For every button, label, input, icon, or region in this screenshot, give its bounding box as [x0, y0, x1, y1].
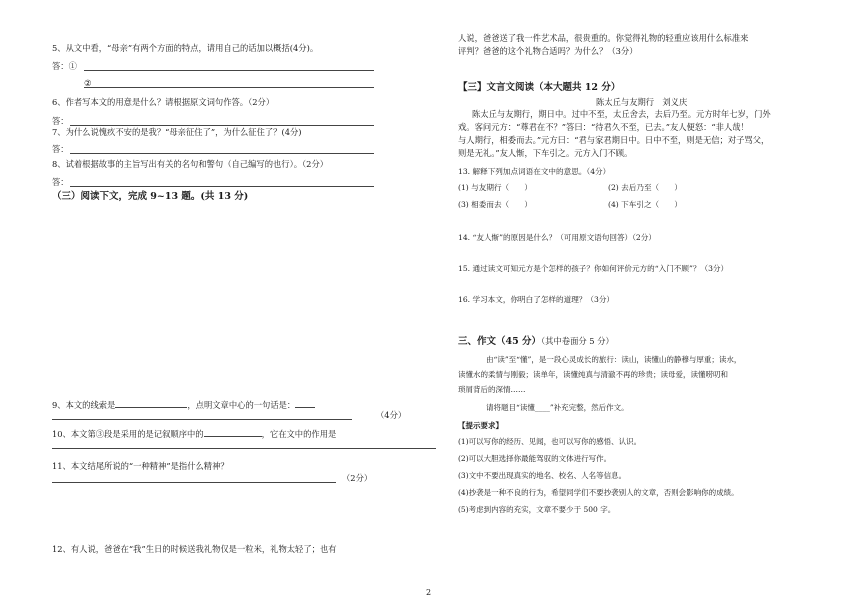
question-5: 5、从文中看，“母亲”有两个方面的特点，请用自己的话加以概括(4分)。	[52, 43, 319, 53]
passage-line: 则是无礼。”友人惭，下车引之。元方入门不顾。	[458, 148, 633, 158]
question-13-item: (4) 下车引之（ ）	[608, 200, 682, 209]
question-14: 14. “友人惭”的原因是什么？（可用原文语句回答）（2分）	[458, 233, 656, 242]
tip-item: (3)文中不要出现真实的地名、校名、人名等信息。	[458, 471, 627, 480]
composition-intro: 由“读”至“懂”，是一段心灵成长的旅行：读山，读懂山的静穆与厚重；读水，	[486, 355, 742, 364]
question-13-item: (2) 去后乃至（ ）	[608, 183, 682, 192]
question-15: 15. 通过读文可知元方是个怎样的孩子？你如何评价元方的“入门不顾”？（3分）	[458, 264, 729, 273]
question-13-item: (1) 与友期行（ ）	[458, 183, 532, 192]
question-13-item: (3) 相委而去（ ）	[458, 200, 532, 209]
answer-line[interactable]	[84, 87, 374, 88]
section-title-classical: 【三】文言文阅读（本大题共 12 分）	[458, 82, 621, 93]
answer-label: 答：	[52, 144, 69, 154]
tip-item: (5)考虑到内容的充实，文章不要少于 500 字。	[458, 505, 616, 514]
question-10: 10、本文第③段是采用的是记叙顺序中的 ，它在文中的作用是	[52, 429, 337, 439]
answer-label: 答：	[52, 177, 69, 187]
question-13: 13. 解释下列加点词语在文中的意思。（4分）	[458, 167, 611, 176]
passage-line: 陈太丘与友期行，期日中。过中不至，太丘舍去，去后乃至。元方时年七岁，门外	[472, 109, 771, 119]
composition-intro: 琐屑背后的深情……	[458, 385, 526, 394]
answer-label: 答：	[52, 116, 69, 126]
answer-label: 答：①	[52, 61, 77, 71]
question-9-points: （4分）	[376, 410, 407, 420]
answer-line[interactable]	[70, 186, 374, 187]
question-7: 7、为什么说愧疚不安的是我？“母亲征住了”，为什么征住了？(4分)	[52, 127, 302, 137]
question-6: 6、作者写本文的用意是什么？请根据原文词句作答。（2分）	[52, 97, 275, 107]
passage-title: 陈太丘与友期行 刘义庆	[596, 97, 688, 107]
answer-line[interactable]	[52, 448, 436, 449]
answer-line[interactable]	[52, 482, 336, 483]
composition-prompt: 请将题目“读懂____”补充完整，然后作文。	[486, 403, 629, 412]
page-number: 2	[426, 588, 432, 597]
passage-line: 戏。客问元方：“尊君在不？”答曰：“待君久不至，已去。”友人便怒：“非人哉！	[458, 122, 749, 132]
question-11: 11、本文结尾所说的“一种精神”是指什么精神？	[52, 461, 229, 471]
section-title-reading: （三）阅读下文，完成 9~13 题。(共 13 分)	[52, 191, 249, 202]
composition-title: 三、作文（45 分）（其中卷面分 5 分）	[458, 336, 614, 347]
tips-title: 【提示要求】	[458, 421, 503, 430]
question-9: 9、本文的线索是 ，点明文章中心的一句话是：	[52, 399, 315, 411]
composition-intro: 读懂水的柔情与刚毅；读单年，读懂纯真与清澈不再的珍贵；读母爱，读懂唠叨和	[458, 370, 728, 379]
tip-item: (4)抄袭是一种不良的行为，希望同学们不要抄袭别人的文章，否则会影响你的成绩。	[458, 488, 739, 497]
answer-line[interactable]	[52, 419, 352, 420]
question-12-continued: 人说，爸爸送了我一件艺术品，很贵重的。你觉得礼物的轻重应该用什么标准来	[458, 33, 749, 43]
question-12: 12、有人说，爸爸在“我”生日的时候送我礼物仅是一粒米，礼物太轻了；也有	[52, 544, 337, 554]
question-11-points: （2分）	[342, 473, 373, 483]
answer-line[interactable]	[70, 153, 374, 154]
tip-item: (1)可以写你的经历、见闻，也可以写你的感悟、认识。	[458, 437, 642, 446]
passage-line: 与人期行，相委而去。”元方曰：“君与家君期日中。日中不至，则是无信；对子骂父，	[458, 135, 770, 145]
answer-marker: ②	[84, 78, 92, 88]
tip-item: (2)可以大胆选择你最能驾驭的文体进行写作。	[458, 454, 612, 463]
question-8: 8、试着根据故事的主旨写出有关的名句和警句（自己编写的也行）。（2分）	[52, 159, 329, 169]
answer-line[interactable]	[84, 70, 374, 71]
question-16: 16. 学习本文，你明白了怎样的道理？（3分）	[458, 295, 615, 304]
question-12-continued: 评判？爸爸的这个礼物合适吗？为什么？（3分）	[458, 46, 638, 56]
